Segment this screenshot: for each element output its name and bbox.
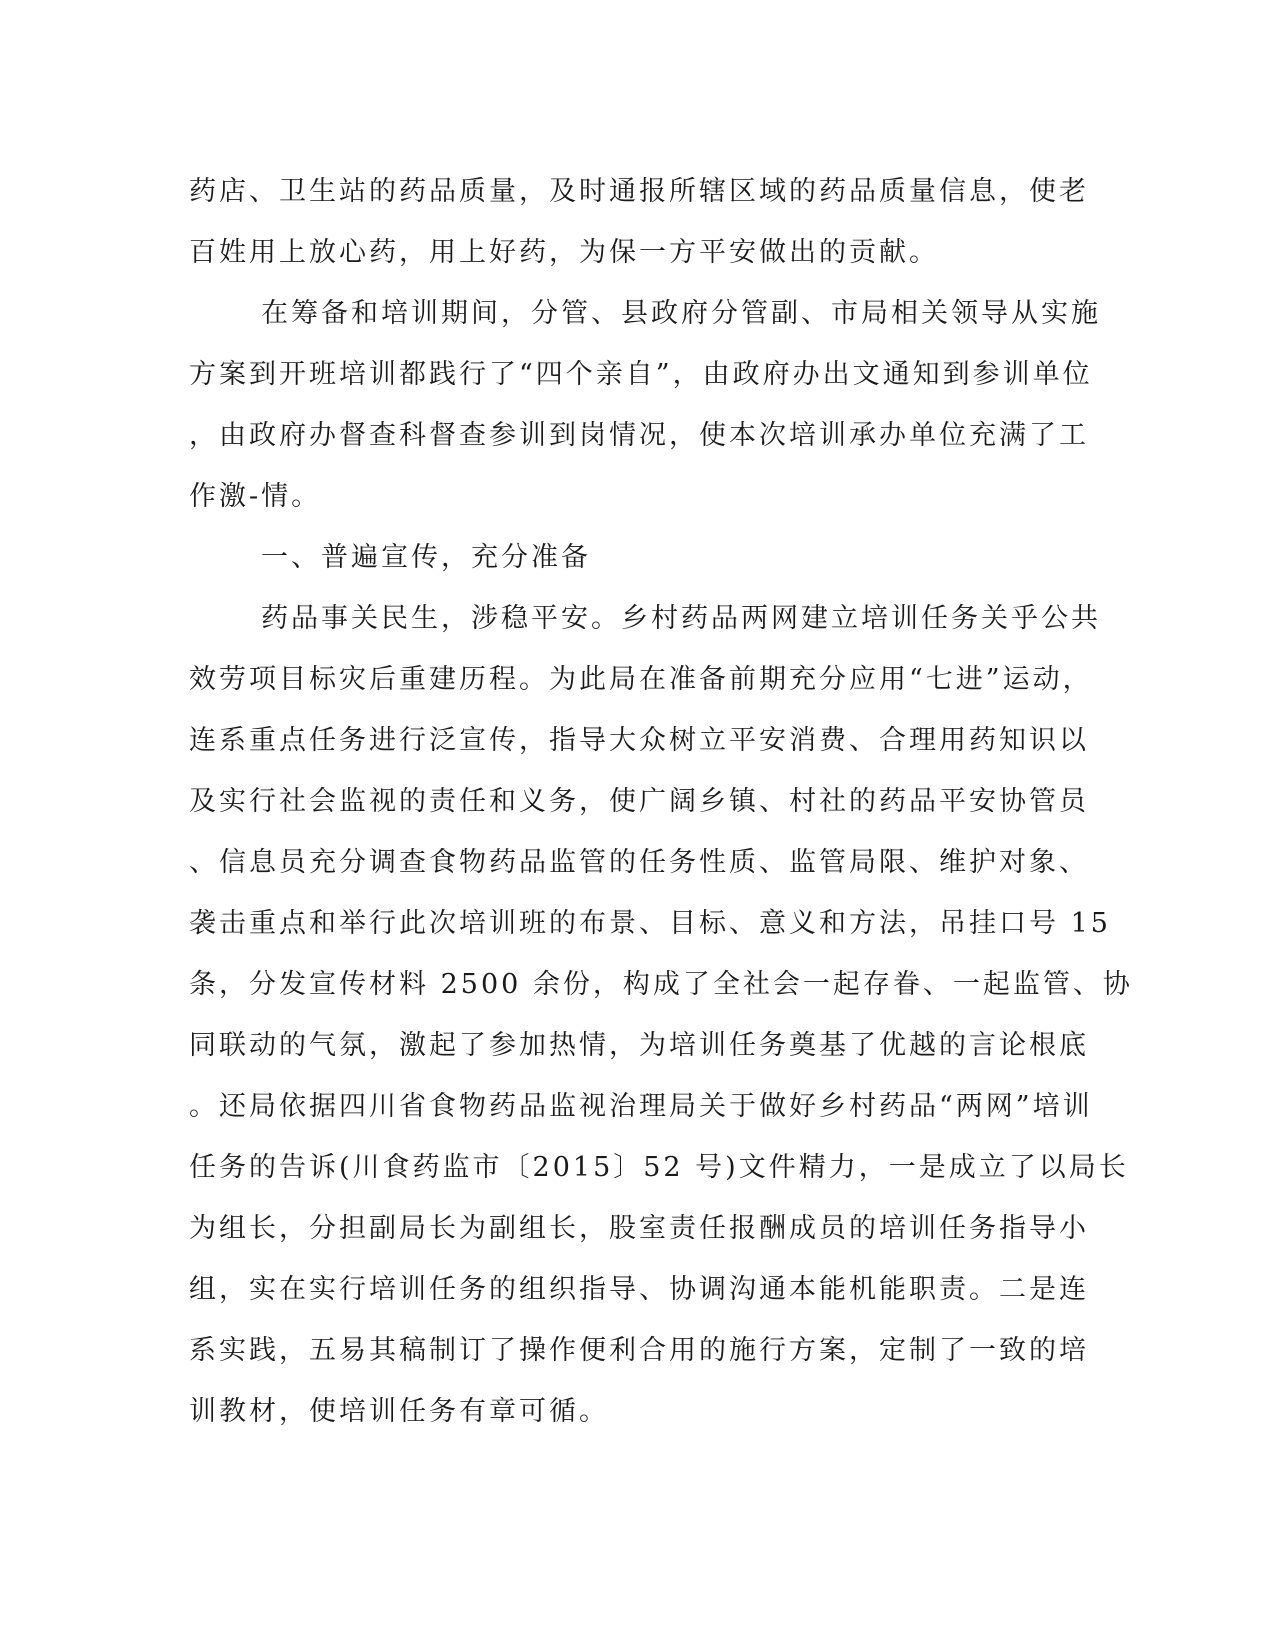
text-line: 连系重点任务进行泛宣传，指导大众树立平安消费、合理用药知识以	[189, 725, 1089, 756]
text-line: 训教材，使培训任务有章可循。	[189, 1396, 609, 1427]
paragraph-first-line: 在筹备和培训期间，分管、县政府分管副、市局相关领导从实施	[261, 298, 1101, 329]
text-line: 系实践，五易其稿制订了操作便利合用的施行方案，定制了一致的培	[189, 1335, 1089, 1366]
text-line: 条，分发宣传材料 2500 余份，构成了全社会一起存眷、一起监管、协	[189, 969, 1133, 1000]
text-line: 药店、卫生站的药品质量，及时通报所辖区域的药品质量信息，使老	[189, 176, 1089, 207]
text-line: 组，实在实行培训任务的组织指导、协调沟通本能机能职责。二是连	[189, 1274, 1089, 1305]
text-line: 作激-情。	[189, 481, 322, 512]
text-line: ，由政府办督查科督查参训到岗情况，使本次培训承办单位充满了工	[189, 420, 1089, 451]
text-line: 方案到开班培训都践行了“四个亲自”，由政府办出文通知到参训单位	[189, 359, 1093, 390]
body-text	[189, 161, 1133, 1442]
text-line: 、信息员充分调查食物药品监管的任务性质、监管局限、维护对象、	[189, 847, 1089, 878]
text-line: 效劳项目标灾后重建历程。为此局在准备前期充分应用“七进”运动，	[189, 664, 1093, 695]
paragraph-first-line: 药品事关民生，涉稳平安。乡村药品两网建立培训任务关乎公共	[261, 603, 1101, 634]
text-line: 任务的告诉(川食药监市〔2015〕52 号)文件精力，一是成立了以局长	[189, 1152, 1129, 1183]
text-line: 同联动的气氛，激起了参加热情，为培训任务奠基了优越的言论根底	[189, 1030, 1089, 1061]
text-line: 袭击重点和举行此次培训班的布景、目标、意义和方法，吊挂口号 15	[189, 908, 1111, 939]
text-line: 为组长，分担副局长为副组长，股室责任报酬成员的培训任务指导小	[189, 1213, 1089, 1244]
text-line: 及实行社会监视的责任和义务，使广阔乡镇、村社的药品平安协管员	[189, 786, 1089, 817]
text-line: 。还局依据四川省食物药品监视治理局关于做好乡村药品“两网”培训	[189, 1091, 1093, 1122]
text-line: 百姓用上放心药，用上好药，为保一方平安做出的贡献。	[189, 237, 939, 268]
paragraph-first-line: 一、普遍宣传，充分准备	[261, 542, 591, 573]
